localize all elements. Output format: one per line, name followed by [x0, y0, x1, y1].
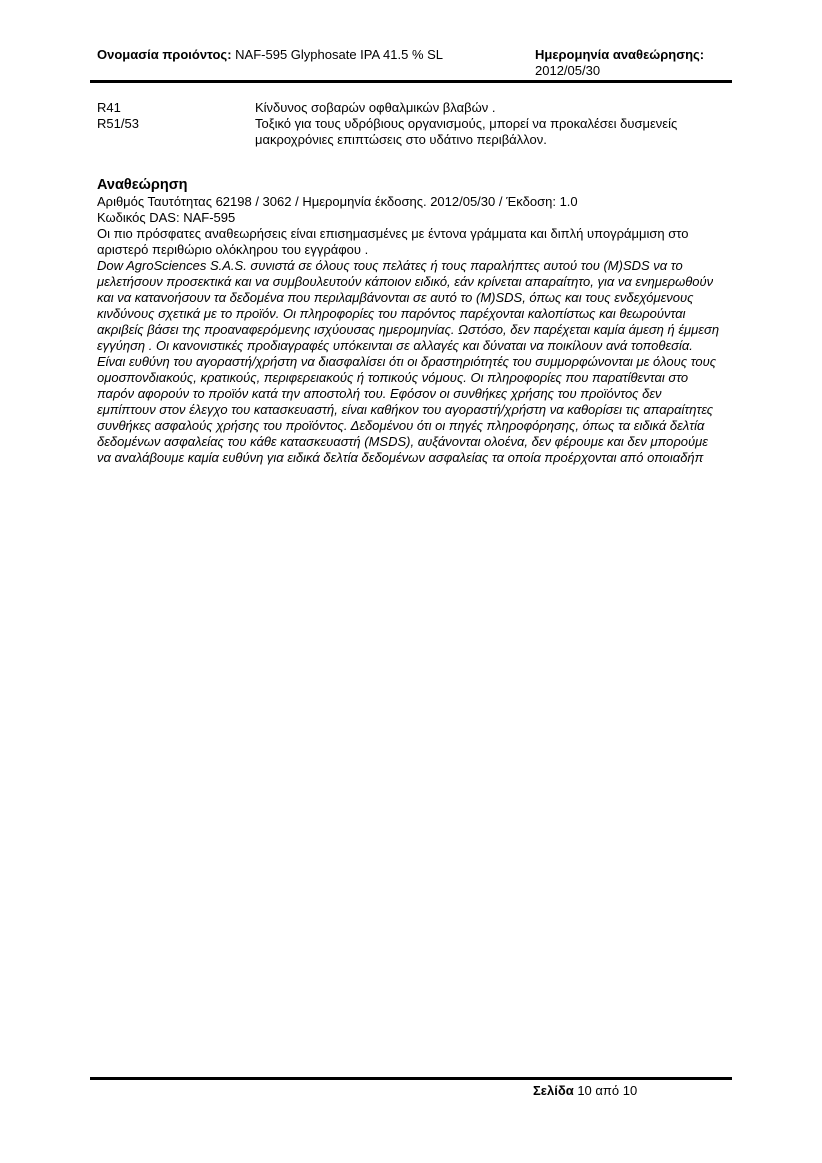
- das-code-line: Κωδικός DAS: NAF-595: [97, 210, 236, 225]
- product-name-value: NAF-595 Glyphosate IPA 41.5 % SL: [235, 47, 444, 62]
- revision-date-block: [535, 47, 704, 79]
- page-label: Σελίδα: [533, 1083, 574, 1098]
- revision-date-value: 2012/05/30: [535, 63, 601, 78]
- page-number: 10 από 10: [577, 1083, 638, 1098]
- product-name-line: [97, 47, 443, 63]
- header-divider: [90, 80, 732, 83]
- disclaimer-text: Dow AgroSciences S.A.S. συνιστά σε όλους τους πελάτες ή τους παραλήπτες αυτού του (M)SDS να το μελετήσουν προσεκτικά και να συμβουλευτούν κάποιον ειδικό, εάν κρίνεται απαραίτητο, για να ενημερωθούν και να κατανοήσουν τα δεδομένα που περιλαμβάνονται σε αυτό το (M)SDS, όπως και τους ενδεχόμενους κινδύνους σχετικά με το προϊόν. Οι πληροφορίες του παρόντος παρέχονται καλοπίστως και θεωρούνται ακριβείς βάσει της προαναφερόμενης ισχύουσας ημερομηνίας. Ωστόσο, δεν παρέχεται καμία άμεση ή έμμεση εγγύηση . Οι κανονιστικές προδιαγραφές υπόκεινται σε αλλαγές και δύναται να ποικίλουν ανά τοποθεσία. Είναι ευθύνη του αγοραστή/χρήστη να διασφαλίσει ότι οι δραστηριότητές του συμμορφώνονται με όλους τους ομοσπονδιακούς, κρατικούς, περιφερειακούς ή τοπικούς νόμους. Οι πληροφορίες που παρατίθενται στο παρόν αφορούν το προϊόν κατά την αποστολή του. Εφόσον οι συνθήκες χρήσης του προϊόντος δεν εμπίπτουν στον έλεγχο του κατασκευαστή, είναι καθήκον του αγοραστή/χρήστη να καθορίσει τις απαραίτητες συνθήκες ασφαλούς χρήσης του προϊόντος. Δεδομένου ότι οι πηγές πληροφόρησης, όπως τα ειδικά δελτία δεδομένων ασφαλείας του κάθε κατασκευαστή (MSDS), αυξάνονται ολοένα, δεν φέρουμε και δεν μπορούμε να αναλάβουμε καμία ευθύνη για ειδικά δελτία δεδομένων ασφαλείας τα οποία προέρχονται από οποιαδήπ: [97, 258, 720, 465]
- revision-id-line: Αριθμός Ταυτότητας 62198 / 3062 / Ημερομηνία έκδοσης. 2012/05/30 / Έκδοση: 1.0: [97, 194, 578, 209]
- r-phrase-text: Τοξικό για τους υδρόβιους οργανισμούς, μπορεί να προκαλέσει δυσμενείς μακροχρόνιες επιπτώσεις στο υδάτινο περιβάλλον.: [255, 116, 678, 147]
- footer-divider: [90, 1077, 732, 1080]
- revision-date-label: Ημερομηνία αναθεώρησης:: [535, 47, 705, 62]
- r-phrase-text: Κίνδυνος σοβαρών οφθαλμικών βλαβών .: [255, 100, 496, 115]
- r-phrase-code: R51/53: [97, 116, 139, 131]
- r-phrase-code: R41: [97, 100, 121, 115]
- revision-note: Οι πιο πρόσφατες αναθεωρήσεις είναι επισημασμένες με έντονα γράμματα και διπλή υπογράμμιση στο αριστερό περιθώριο ολόκληρου του εγγράφου .: [97, 226, 689, 257]
- r-phrase-row: [97, 100, 727, 116]
- page-footer: [533, 1083, 637, 1099]
- revision-heading: Αναθεώρηση: [97, 177, 188, 193]
- r-phrase-row: [97, 116, 727, 148]
- product-name-label: Ονομασία προιόντος:: [97, 47, 232, 62]
- r-phrases-list: [97, 100, 727, 148]
- revision-section: [97, 176, 722, 466]
